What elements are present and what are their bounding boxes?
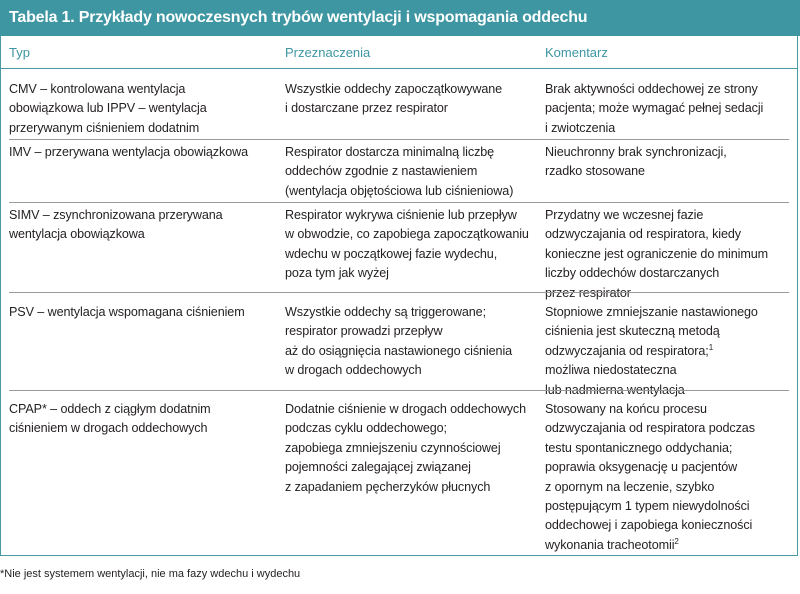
cell-przeznaczenia: Dodatnie ciśnienie w drogach oddechowych podczas cyklu oddechowego; zapobiega zmniejszeniu czynnościowej pojemności zalegającej związanej z zapadaniem pęcherzyków płucnych <box>285 402 527 494</box>
cell-komentarz-text: Stosowany na końcu procesu odzwyczajania od respiratora podczas testu spontanicznego oddychania; poprawia oksygenację u pacjentów z opornym na leczenie, szybko postępującym 1 typem niewydolności oddechowej i zapobiega konieczności wykonania tracheotomii <box>545 402 755 552</box>
table-row <box>0 80 798 140</box>
header-typ: Typ <box>9 45 30 60</box>
cell-przeznaczenia: Wszystkie oddechy zapoczątkowywane i dostarczane przez respirator <box>285 82 503 116</box>
table-row <box>0 143 798 203</box>
cell-przeznaczenia: Respirator wykrywa ciśnienie lub przepływ w obwodzie, co zapobiega zapoczątkowaniu wdechu w początkowej fazie wydechu, poza tym jak wyżej <box>285 208 529 281</box>
cell-komentarz: Brak aktywności oddechowej ze strony pacjenta; może wymagać pełnej sedacji i zwiotczenia <box>545 82 764 135</box>
table-header-row <box>0 36 798 69</box>
row-divider <box>9 390 789 391</box>
table-footnote: *Nie jest systemem wentylacji, nie ma fazy wdechu i wydechu <box>0 568 301 580</box>
table-row <box>0 400 798 550</box>
row-divider <box>9 202 789 203</box>
header-przeznaczenia: Przeznaczenia <box>285 45 371 60</box>
row-divider <box>9 139 789 140</box>
table-title: Tabela 1. Przykłady nowoczesnych trybów wentylacji i wspomagania oddechu <box>0 0 800 36</box>
cell-typ: CMV – kontrolowana wentylacja obowiązkowa lub IPPV – wentylacja przerywanym ciśnieniem dodatnim <box>9 82 207 135</box>
footnote-ref: 2 <box>674 536 679 546</box>
cell-komentarz-part-a: Stopniowe zmniejszanie nastawionego ciśnienia jest skuteczną metodą odzwyczajania od respiratora; <box>545 305 758 358</box>
cell-komentarz <box>545 303 790 400</box>
cell-przeznaczenia: Respirator dostarcza minimalną liczbę oddechów zgodnie z nastawieniem (wentylacja objętościowa lub ciśnieniowa) <box>285 145 514 198</box>
cell-typ: IMV – przerywana wentylacja obowiązkowa <box>9 145 248 159</box>
header-komentarz: Komentarz <box>545 45 608 60</box>
cell-typ: CPAP* – oddech z ciągłym dodatnim ciśnieniem w drogach oddechowych <box>9 402 211 436</box>
cell-komentarz: Przydatny we wczesnej fazie odzwyczajania od respiratora, kiedy konieczne jest ograniczenie do minimum liczby oddechów dostarczanych przez respirator <box>545 208 768 300</box>
row-divider <box>9 292 789 293</box>
cell-typ: SIMV – zsynchronizowana przerywana wentylacja obowiązkowa <box>9 208 223 242</box>
footnote-ref: 1 <box>708 342 714 352</box>
cell-przeznaczenia: Wszystkie oddechy są triggerowane; respirator prowadzi przepływ aż do osiągnięcia nastawionego ciśnienia w drogach oddechowych <box>285 305 513 378</box>
cell-komentarz <box>545 400 790 555</box>
cell-komentarz-part-b: możliwa niedostateczna lub nadmierna wentylacja <box>545 363 685 397</box>
cell-typ: PSV – wentylacja wspomagana ciśnieniem <box>9 305 245 319</box>
table-row <box>0 303 798 397</box>
table-row <box>0 206 798 300</box>
cell-komentarz: Nieuchronny brak synchronizacji, rzadko stosowane <box>545 145 727 179</box>
